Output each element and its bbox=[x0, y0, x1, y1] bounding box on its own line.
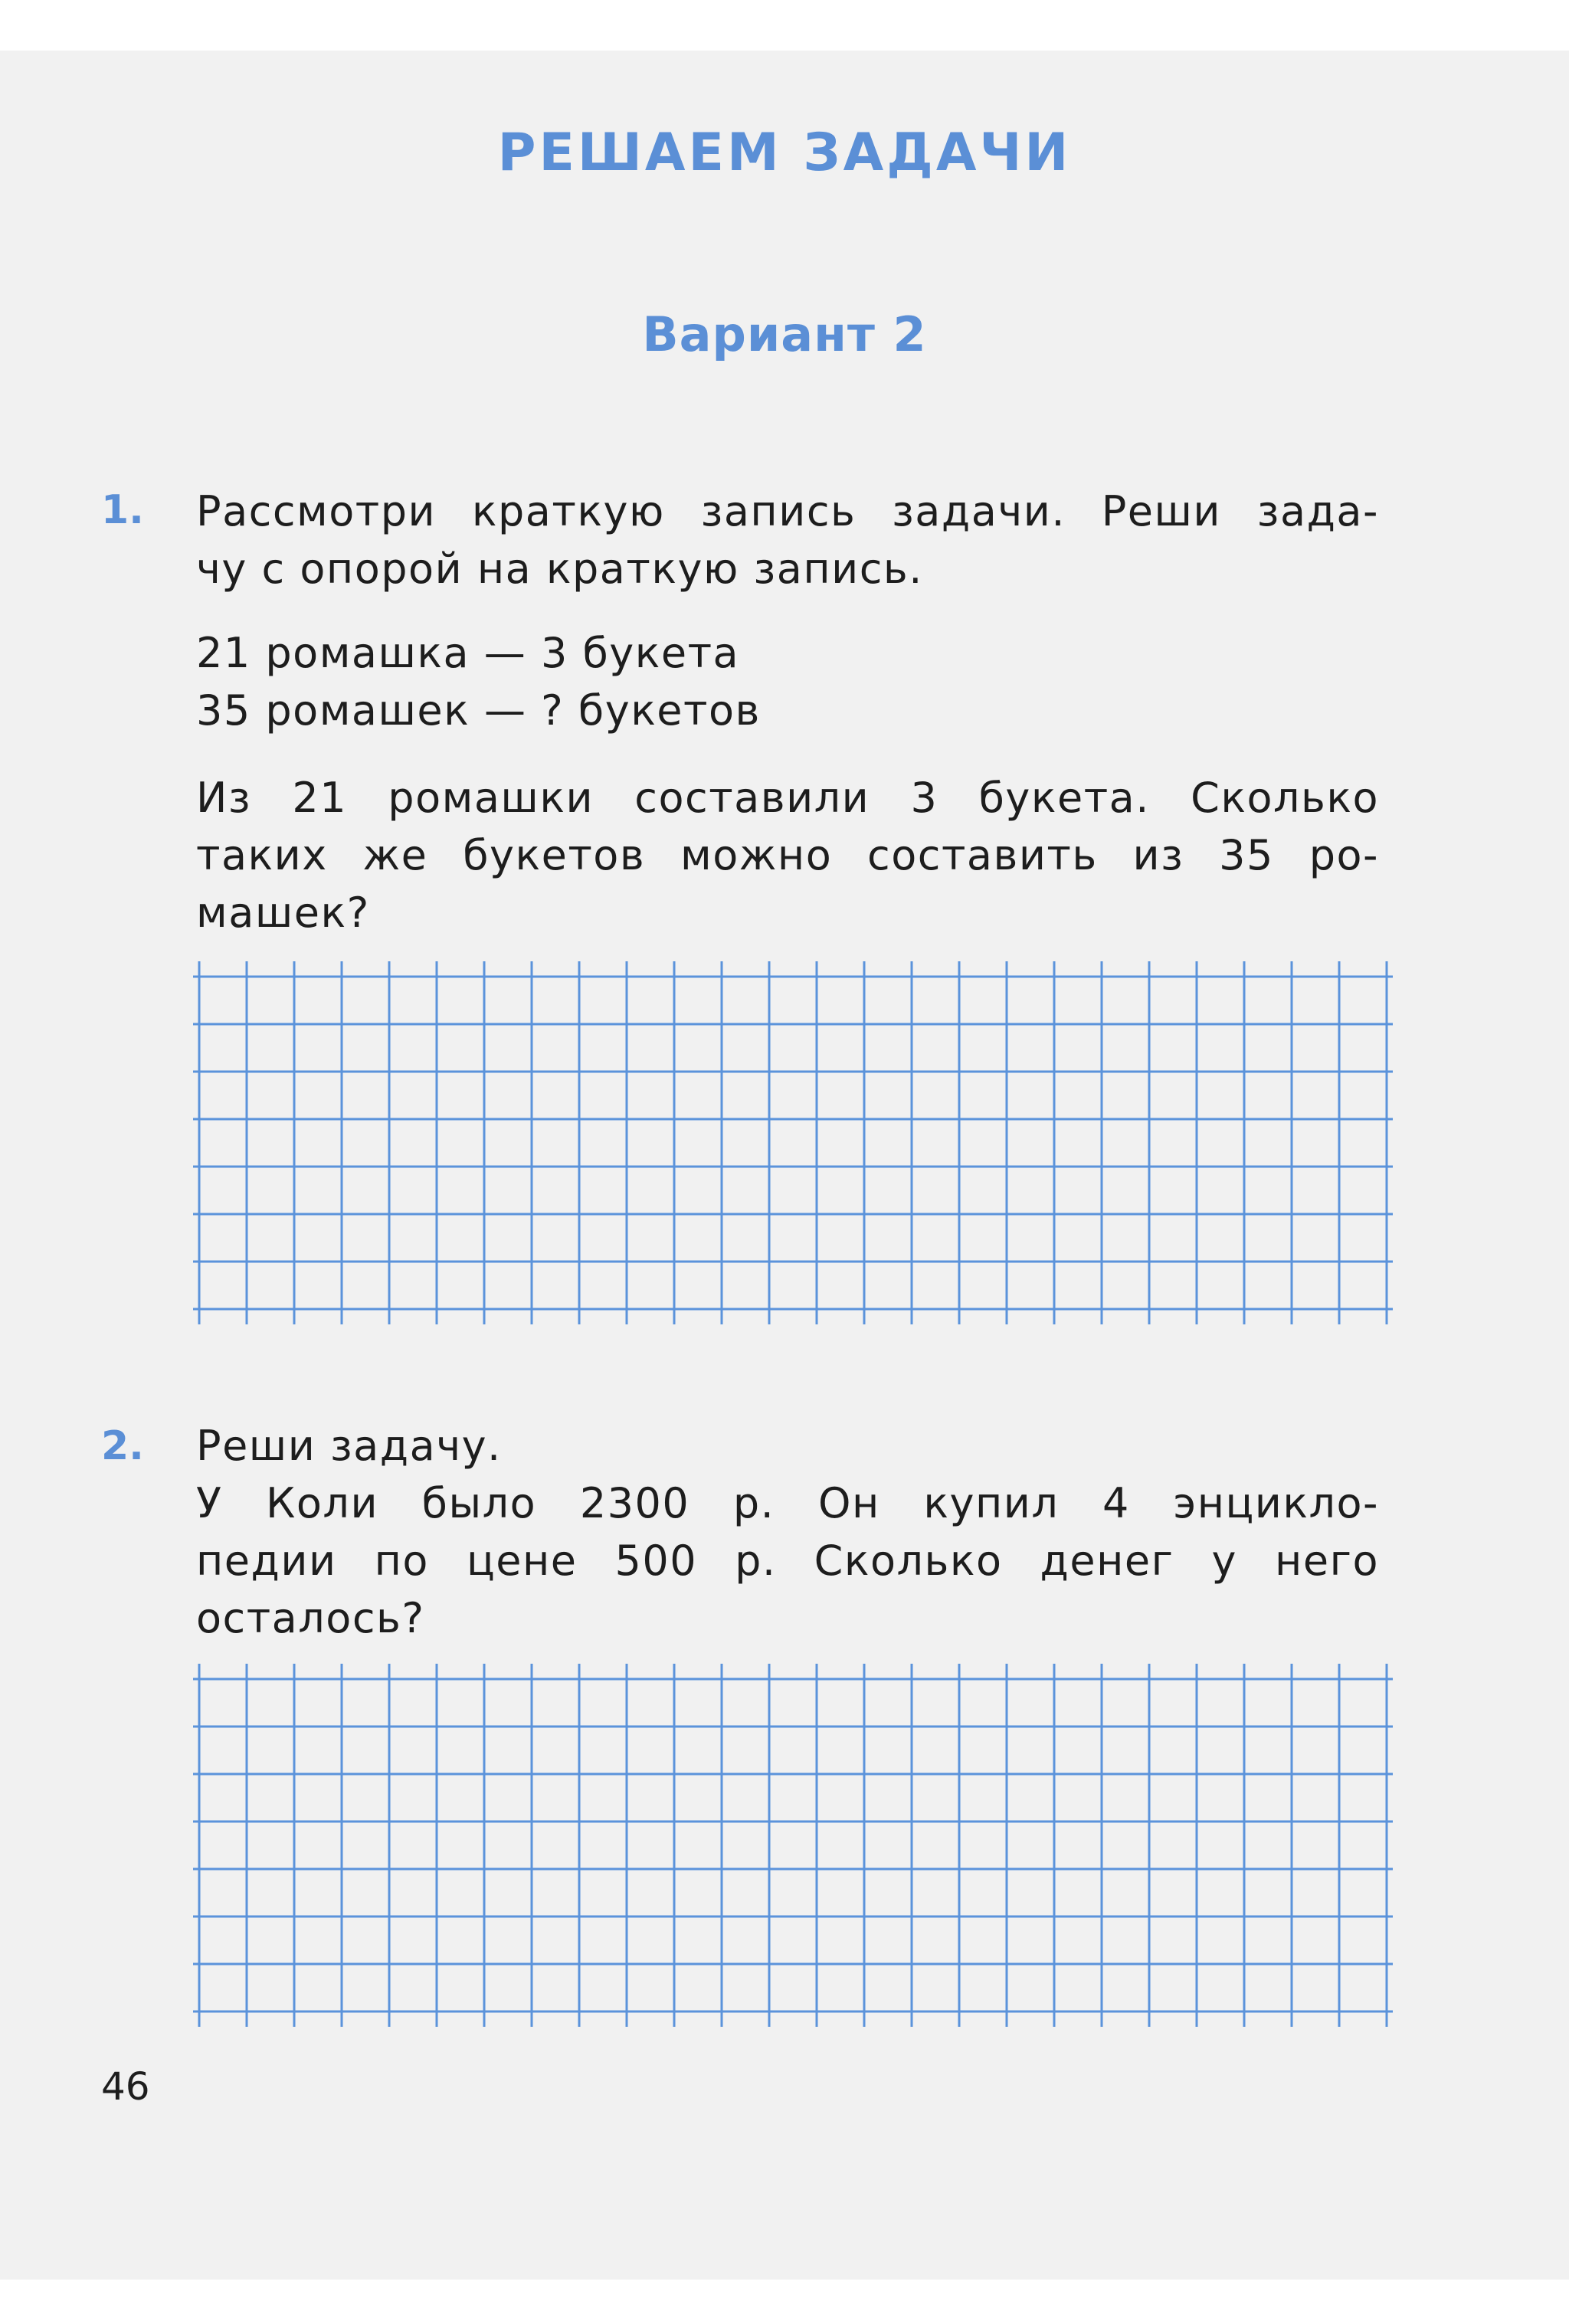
task-2-problem-line-1: У Коли было 2300 р. Он купил 4 энцикло- bbox=[196, 1479, 1379, 1527]
task-2-instruction: Реши задачу. bbox=[196, 1422, 502, 1470]
page-title: РЕШАЕМ ЗАДАЧИ bbox=[497, 123, 1072, 183]
task-1-short-line-1: 21 ромашка — 3 букета bbox=[196, 629, 740, 677]
task-1-instruction-line-2: чу с опорой на краткую запись. bbox=[196, 545, 923, 593]
task-1-problem-line-1: Из 21 ромашки составили 3 букета. Сколько bbox=[196, 774, 1379, 822]
task-1-problem-line-2: таких же букетов можно составить из 35 ро- bbox=[196, 831, 1379, 879]
task-1-instruction bbox=[196, 483, 1379, 597]
task-1-problem bbox=[196, 769, 1379, 941]
task-1-short-note bbox=[196, 624, 1379, 739]
task-1-instruction-line-1: Рассмотри краткую запись задачи. Реши зада- bbox=[196, 487, 1379, 535]
task-2-problem-line-3: осталось? bbox=[196, 1594, 425, 1642]
task-1-number: 1. bbox=[101, 487, 144, 533]
task-2-answer-grid[interactable] bbox=[193, 1664, 1382, 2047]
task-2-number: 2. bbox=[101, 1423, 144, 1469]
task-1-answer-grid[interactable] bbox=[193, 961, 1382, 1344]
task-2-problem-line-2: педии по цене 500 р. Сколько денег у него bbox=[196, 1537, 1379, 1585]
task-1-short-line-2: 35 ромашек — ? букетов bbox=[196, 686, 761, 735]
task-1-problem-line-3: машек? bbox=[196, 889, 370, 937]
task-2-text bbox=[196, 1417, 1379, 1647]
page-number: 46 bbox=[101, 2064, 150, 2109]
variant-heading: Вариант 2 bbox=[642, 306, 927, 362]
